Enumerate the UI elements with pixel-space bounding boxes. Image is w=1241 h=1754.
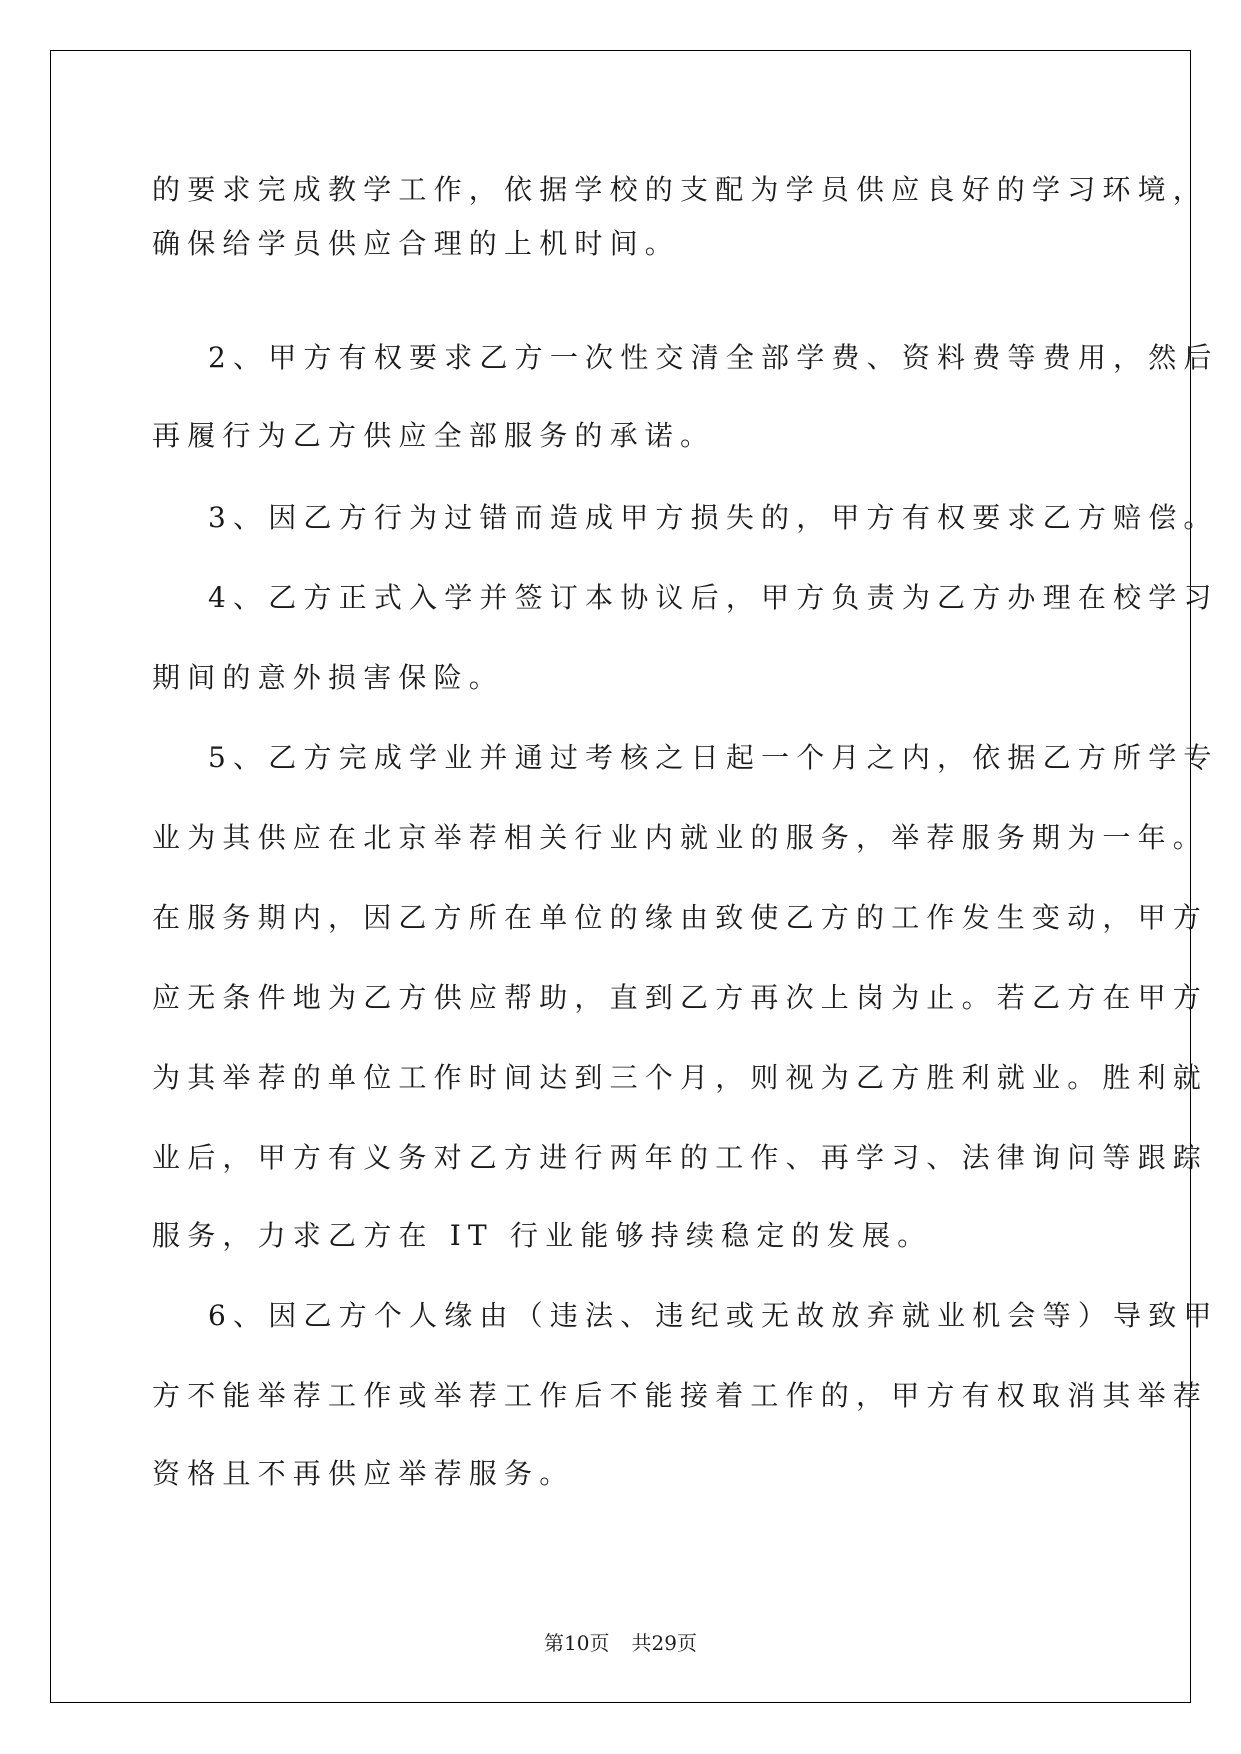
paragraph-line: 服务，力求乙方在 IT 行业能够持续稳定的发展。 xyxy=(152,1219,933,1252)
page-number-current: 第10页 xyxy=(544,1631,610,1655)
paragraph-line: 4、乙方正式入学并签订本协议后，甲方负责为乙方办理在校学习 xyxy=(208,581,1219,614)
paragraph-line: 方不能举荐工作或举荐工作后不能接着工作的，甲方有权取消其举荐 xyxy=(152,1379,1209,1412)
paragraph-line: 的要求完成教学工作，依据学校的支配为学员供应良好的学习环境， xyxy=(152,173,1209,206)
paragraph-line: 应无条件地为乙方供应帮助，直到乙方再次上岗为止。若乙方在甲方 xyxy=(152,981,1209,1014)
paragraph-line: 业为其供应在北京举荐相关行业内就业的服务，举荐服务期为一年。 xyxy=(152,821,1209,854)
paragraph-line: 为其举荐的单位工作时间达到三个月，则视为乙方胜利就业。胜利就 xyxy=(152,1061,1209,1094)
paragraph-line: 6、因乙方个人缘由（违法、违纪或无故放弃就业机会等）导致甲 xyxy=(208,1299,1219,1332)
paragraph-line: 业后，甲方有义务对乙方进行两年的工作、再学习、法律询问等跟踪 xyxy=(152,1141,1209,1174)
paragraph-line: 在服务期内，因乙方所在单位的缘由致使乙方的工作发生变动，甲方 xyxy=(152,901,1209,934)
page-footer xyxy=(0,1630,1241,1656)
paragraph-line: 2、甲方有权要求乙方一次性交清全部学费、资料费等费用，然后 xyxy=(208,341,1219,374)
paragraph-line: 再履行为乙方供应全部服务的承诺。 xyxy=(152,419,716,452)
page-number-total: 共29页 xyxy=(631,1631,697,1655)
paragraph-line: 期间的意外损害保险。 xyxy=(152,661,505,694)
paragraph-line: 3、因乙方行为过错而造成甲方损失的，甲方有权要求乙方赔偿。 xyxy=(208,501,1219,534)
paragraph-line: 确保给学员供应合理的上机时间。 xyxy=(152,227,681,260)
paragraph-line: 5、乙方完成学业并通过考核之日起一个月之内，依据乙方所学专 xyxy=(208,741,1219,774)
paragraph-line: 资格且不再供应举荐服务。 xyxy=(152,1457,575,1490)
